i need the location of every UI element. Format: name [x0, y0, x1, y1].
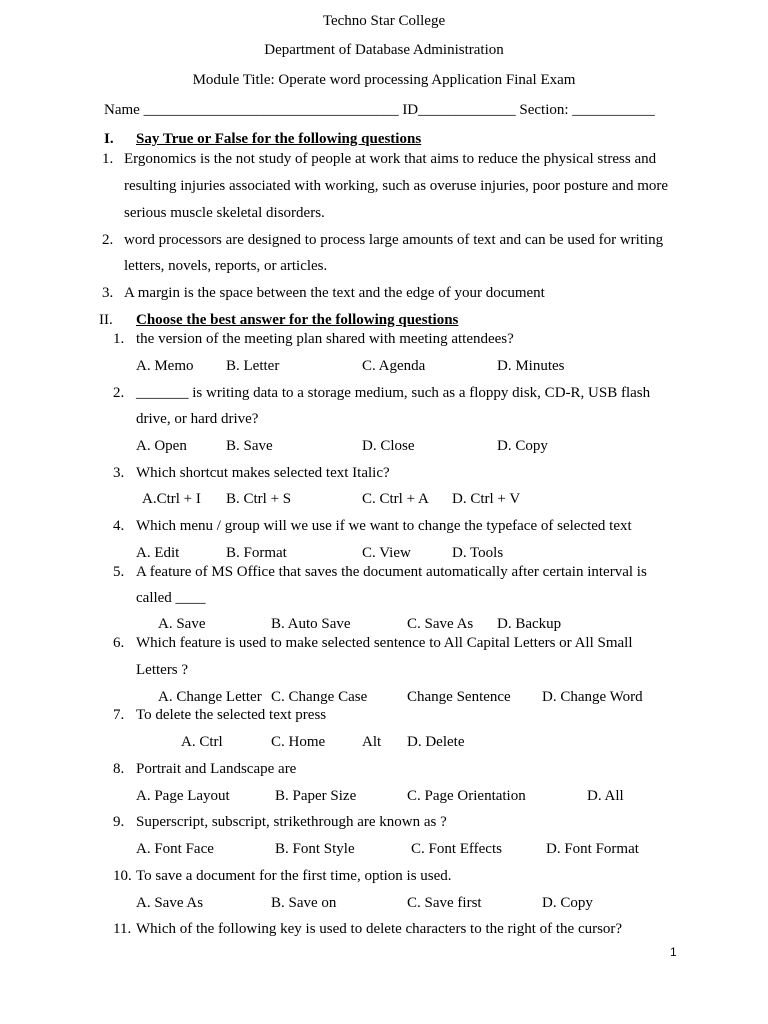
section-2-numeral: II. — [99, 312, 113, 328]
page-number: 1 — [670, 945, 677, 959]
question-text: Which shortcut makes selected text Italic? — [136, 465, 390, 481]
answer-option: A. Ctrl — [181, 734, 223, 750]
question-text: To save a document for the first time, option is used. — [136, 868, 452, 884]
question-number: 8. — [113, 761, 125, 777]
question-number: 9. — [113, 814, 125, 830]
student-info-line: Name __________________________________ ID_____________ Section: ___________ — [104, 102, 655, 118]
question-text: Letters ? — [136, 662, 189, 678]
section-1-numeral: I. — [104, 131, 114, 147]
question-text: Portrait and Landscape are — [136, 761, 297, 777]
question-text: Which feature is used to make selected sentence to All Capital Letters or All Small — [136, 635, 633, 651]
answer-option: D. Delete — [407, 734, 465, 750]
answer-option: B. Save on — [271, 895, 337, 911]
answer-option: D. Tools — [452, 545, 504, 561]
answer-option: C. Page Orientation — [407, 788, 526, 804]
department-name: Department of Database Administration — [264, 42, 504, 58]
answer-option: B. Paper Size — [275, 788, 357, 804]
question-text: called ____ — [136, 590, 206, 606]
answer-option: C. Home — [271, 734, 326, 750]
question-number: 3. — [113, 465, 125, 481]
question-number: 5. — [113, 564, 125, 580]
answer-option: D. Change Word — [542, 689, 643, 705]
question-text: Which of the following key is used to delete characters to the right of the cursor? — [136, 921, 623, 937]
answer-option: B. Font Style — [275, 841, 355, 857]
answer-option: A. Font Face — [136, 841, 214, 857]
tf-line: Ergonomics is the not study of people at work that aims to reduce the physical stress and — [124, 151, 657, 167]
answer-option: C. Save As — [407, 616, 474, 632]
question-text: Which menu / group will we use if we want to change the typeface of selected text — [136, 518, 632, 534]
question-number: 2. — [113, 385, 125, 401]
question-text: the version of the meeting plan shared with meeting attendees? — [136, 331, 514, 347]
college-name: Techno Star College — [322, 13, 446, 29]
tf-line: resulting injuries associated with working, such as overuse injuries, poor posture and more — [124, 178, 669, 194]
answer-option: B. Auto Save — [271, 616, 351, 632]
tf-number: 1. — [102, 151, 114, 167]
answer-option: A. Open — [136, 438, 187, 454]
answer-option: D. Ctrl + V — [452, 491, 521, 507]
section-1-title: Say True or False for the following questions — [136, 131, 422, 147]
question-number: 10. — [113, 868, 132, 884]
answer-option: C. Ctrl + A — [362, 491, 429, 507]
tf-number: 3. — [102, 285, 114, 301]
answer-option: C. Font Effects — [411, 841, 502, 857]
question-text: drive, or hard drive? — [136, 411, 259, 427]
answer-option: A. Change Letter — [158, 689, 262, 705]
answer-option: D. Copy — [497, 438, 548, 454]
answer-option: D. Font Format — [546, 841, 639, 857]
answer-option: A. Save As — [136, 895, 204, 911]
answer-option: C. View — [362, 545, 411, 561]
tf-line: letters, novels, reports, or articles. — [124, 258, 328, 274]
tf-line: word processors are designed to process large amounts of text and can be used for writing — [124, 232, 664, 248]
answer-option: D. Backup — [497, 616, 562, 632]
tf-line: serious muscle skeletal disorders. — [124, 205, 325, 221]
question-number: 4. — [113, 518, 125, 534]
answer-option: B. Ctrl + S — [226, 491, 292, 507]
answer-option: A.Ctrl + I — [142, 491, 201, 507]
answer-option: A. Memo — [136, 358, 194, 374]
answer-option: D. Close — [362, 438, 415, 454]
answer-option: B. Save — [226, 438, 273, 454]
question-number: 1. — [113, 331, 125, 347]
question-text: To delete the selected text press — [136, 707, 327, 723]
answer-option: A. Edit — [136, 545, 180, 561]
answer-option: Alt — [362, 734, 382, 750]
question-text: Superscript, subscript, strikethrough are known as ? — [136, 814, 447, 830]
answer-option: C. Change Case — [271, 689, 368, 705]
question-number: 7. — [113, 707, 125, 723]
answer-option: B. Format — [226, 545, 287, 561]
answer-option: D. Minutes — [497, 358, 565, 374]
section-2-title: Choose the best answer for the following questions — [136, 312, 459, 328]
answer-option: C. Save first — [407, 895, 482, 911]
tf-line: A margin is the space between the text and the edge of your document — [124, 285, 545, 301]
module-title: Module Title: Operate word processing Application Final Exam — [192, 72, 576, 88]
question-number: 11. — [113, 921, 132, 937]
tf-number: 2. — [102, 232, 114, 248]
question-number: 6. — [113, 635, 125, 651]
question-text: _______ is writing data to a storage medium, such as a floppy disk, CD-R, USB flash — [136, 385, 651, 401]
answer-option: B. Letter — [226, 358, 280, 374]
answer-option: A. Page Layout — [136, 788, 230, 804]
answer-option: D. Copy — [542, 895, 593, 911]
answer-option: A. Save — [158, 616, 206, 632]
answer-option: Change Sentence — [407, 689, 511, 705]
answer-option: D. All — [587, 788, 624, 804]
answer-option: C. Agenda — [362, 358, 426, 374]
question-text: A feature of MS Office that saves the document automatically after certain interval is — [136, 564, 647, 580]
